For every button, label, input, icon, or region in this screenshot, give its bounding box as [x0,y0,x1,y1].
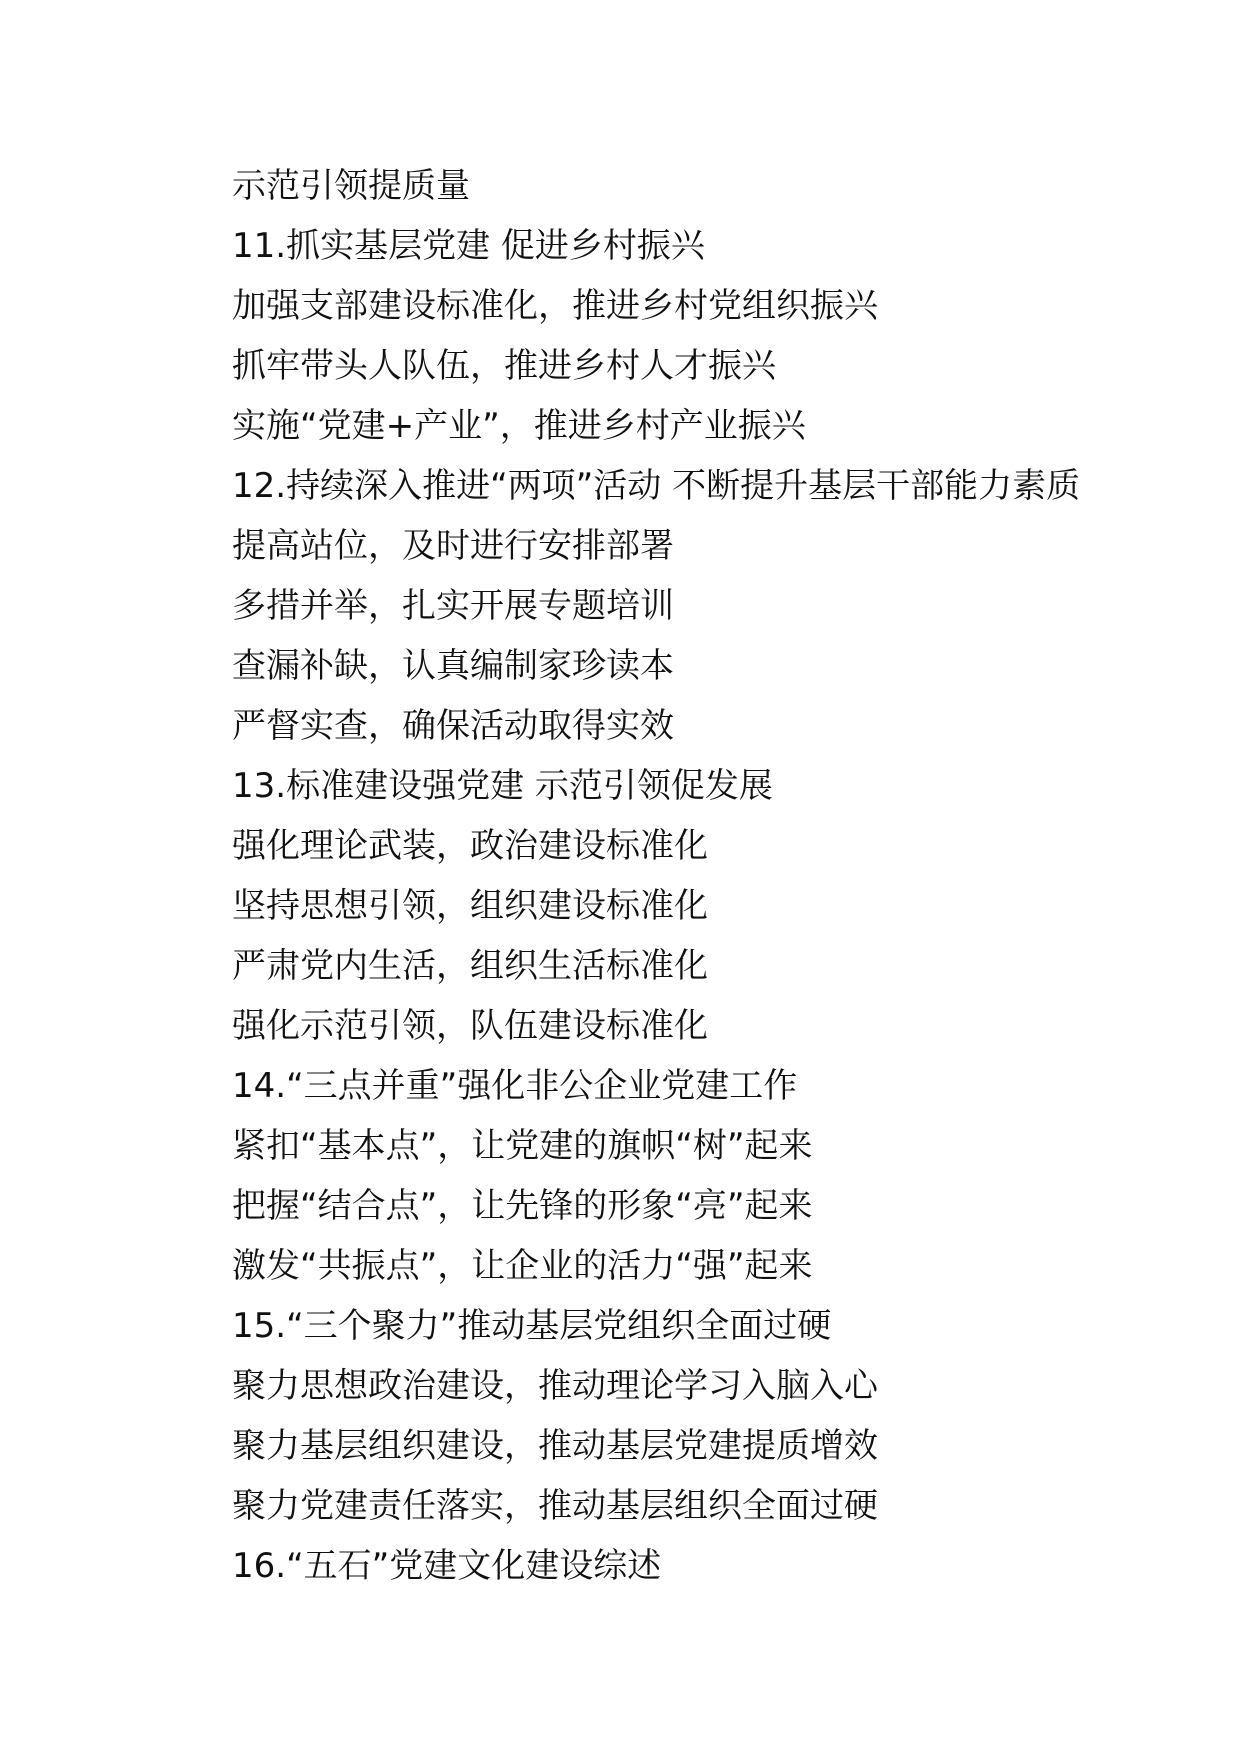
text-line: 把握“结合点”，让先锋的形象“亮”起来 [232,1186,813,1226]
document-body [232,156,1192,1596]
section-heading: 16.“五石”党建文化建设综述 [232,1546,662,1586]
text-line: 示范引领提质量 [232,166,470,206]
section-heading: 11.抓实基层党建 促进乡村振兴 [232,226,705,266]
text-line: 坚持思想引领，组织建设标准化 [232,886,708,926]
text-line: 严肃党内生活，组织生活标准化 [232,946,708,986]
text-line: 强化示范引领，队伍建设标准化 [232,1006,708,1046]
text-line: 查漏补缺，认真编制家珍读本 [232,646,674,686]
text-line: 实施“党建+产业”，推进乡村产业振兴 [232,406,806,446]
text-line: 抓牢带头人队伍，推进乡村人才振兴 [232,346,776,386]
text-line: 加强支部建设标准化，推进乡村党组织振兴 [232,286,878,326]
text-line: 激发“共振点”，让企业的活力“强”起来 [232,1246,813,1286]
text-line: 强化理论武装，政治建设标准化 [232,826,708,866]
text-line: 聚力党建责任落实，推动基层组织全面过硬 [232,1486,878,1526]
text-line: 严督实查，确保活动取得实效 [232,706,674,746]
text-line: 聚力基层组织建设，推动基层党建提质增效 [232,1426,878,1466]
section-heading: 15.“三个聚力”推动基层党组织全面过硬 [232,1306,832,1346]
section-heading: 12.持续深入推进“两项”活动 不断提升基层干部能力素质 [232,466,1081,506]
text-line: 紧扣“基本点”，让党建的旗帜“树”起来 [232,1126,813,1166]
text-line: 多措并举，扎实开展专题培训 [232,586,674,626]
section-heading: 14.“三点并重”强化非公企业党建工作 [232,1066,798,1106]
text-line: 聚力思想政治建设，推动理论学习入脑入心 [232,1366,878,1406]
section-heading: 13.标准建设强党建 示范引领促发展 [232,766,773,806]
text-line: 提高站位，及时进行安排部署 [232,526,674,566]
